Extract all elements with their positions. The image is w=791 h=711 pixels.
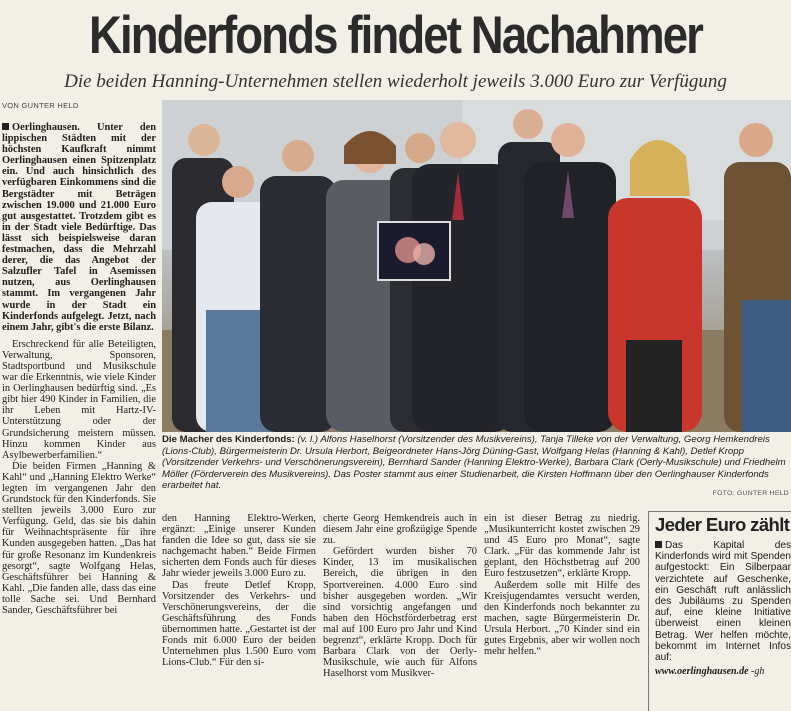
- caption-title: Die Macher des Kinderfonds:: [162, 434, 295, 445]
- article-column-2: [162, 513, 316, 711]
- poster: [378, 222, 450, 280]
- byline: VON GUNTER HELD: [2, 101, 79, 110]
- url-link[interactable]: www.oerlinghausen.de: [655, 666, 749, 678]
- info-box-url[interactable]: [655, 666, 791, 677]
- info-box-title: Jeder Euro zählt: [655, 514, 790, 535]
- url-suffix: -gh: [751, 666, 765, 678]
- person-figure: [260, 140, 336, 432]
- article-paragraph: Erschreckend für alle Beteiligten, Verwaltung, Sponsoren, Stadtsportbund und Musikschule war die Erkenntnis, wie viele Kinder in Oerlinghausen bedürftig sind. „Es gibt hier 490 Kinder in Familien, die ihr Leben mit Hartz-IV-Unterstützung oder der Grundsicherung meistern müssen. Hinzu kommen Kinder aus Asylbewerberfamilien.“: [2, 338, 156, 461]
- person-figure: [724, 123, 791, 432]
- article-lead: [2, 122, 156, 333]
- article-paragraph: Gefördert wurden bisher 70 Kinder, 13 im musikalischen Bereich, die übrigen in den Sportvereinen. 4.000 Euro sind bisher ausgegeben worden. „Wir sind vorsichtig angefangen und haben den Höchstförderbetrag erst mal auf 100 Euro pro Jahr und Kind begrenzt“, erklärte Kropp. Doch für Barbara Clark von der Oerly-Musikschule, wie auch für Alfons Haselhorst vom Musikver-: [323, 546, 477, 680]
- subheadline: Die beiden Hanning-Unternehmen stellen wiederholt jeweils 3.000 Euro zur Verfügung: [64, 71, 727, 92]
- article-column-1: [2, 122, 156, 711]
- lead-text: Oerlinghausen. Unter den lippischen Städten mit der höchsten Kaufkraft nimmt Oerlinghausen einen Spitzenplatz ein. Und auch hinsichtlich des verfügbaren Einkommens sind die Bergstädter mit Beträgen zwischen 19.000 und 21.000 Euro gut ausgestattet. Trotzdem gibt es in der Stadt viele Bedürftige. Das lässt sich beispielsweise daran festmachen, dass die Mehrzahl derer, die das Angebot der Salzufler Tafel in Asemissen nutzen, aus Oerlinghausen stammt. Im vergangenen Jahr wurde in der Stadt ein Kinderfonds aufgelegt. Jetzt, nach einem Jahr, gibt's die erste Bilanz.: [2, 122, 156, 333]
- article-paragraph: ein ist dieser Betrag zu niedrig. „Musikunterricht kostet zwischen 29 und 45 Euro pro Monat“, sagte Clark. „Für das kommende Jahr ist geplant, den Höchstbetrag auf 200 Euro festzusetzen“, erklärte Kropp.: [484, 513, 640, 580]
- caption-text: (v. l.) Alfons Haselhorst (Vorsitzender des Musikvereins), Tanja Tilleke von der Verwaltung, Georg Hemkendreis (Lions-Club), Bürgermeisterin Dr. Ursula Herbort, Beigeordneter Hans-Jörg Düning-Gast, Wolfgang Helas (Hanning & Kahl), Detlef Kropp (Vorsitzender Verkehrs- und Verschönerungsverein), Bernhard Sander (Hanning Elektro-Werke), Barbara Clark (Oerly-Musikschule) und Friedhelm Möller (Förderverein des Musikvereins). Das Poster stammt aus einer Studienarbeit, die Kirsten Hoffmann über den Oerlinghauser Kinderfonds erarbeitet hat.: [162, 434, 786, 492]
- info-box: [648, 511, 791, 711]
- photo-caption: [162, 434, 791, 492]
- article-paragraph: den Hanning Elektro-Werken, ergänzt: „Einige unserer Kunden fanden die Idee so gut, dass sie sie nachgemacht haben.“ Beide Firmen sicherten dem Fonds auch für dieses Jahr wieder jeweils 3.000 Euro zu.: [162, 513, 316, 580]
- headline: Kinderfonds findet Nachahmer: [88, 6, 703, 65]
- info-box-text: [655, 540, 791, 663]
- photo-illustration: [162, 100, 791, 432]
- bullet-square-icon: [655, 541, 662, 548]
- article-paragraph: Die beiden Firmen „Hanning & Kahl“ und „Hanning Elektro Werke“ legten im vergangenen Jahr den Grundstock für den Kinderfonds. Sie stellten jeweils 3.000 Euro zur Verfügung. Geld, das sie bis dahin für Weihnachtspräsente für ihre Kunden ausgegeben hatten. „Das hat für große Resonanz im Kundenkreis gesorgt“, sagte Wolfgang Helas, Geschäftsführer bei Hanning & Kahl. „Die fanden alle, dass das eine tolle Sache sei. Und Bernhard Sander, Geschäftsführer bei: [2, 460, 156, 617]
- group-photo: [162, 100, 791, 432]
- article-column-3: [323, 513, 477, 711]
- photo-credit: FOTO: GUNTER HELD: [712, 490, 789, 497]
- person-figure: [524, 123, 616, 432]
- info-box-body: Das Kapital des Kinderfonds wird mit Spenden aufgestockt: Ein Silberpaar verzichtete auf Geschenke, ein Geschäft ruft anlässlich des Jubiläums zu Spenden auf, eine kleine Initiative überweist einen kleinen Betrag. Wer helfen möchte, bekommt im Internet Infos auf:: [655, 540, 791, 664]
- article-paragraph: Außerdem solle mit Hilfe des Kreisjugendamtes versucht werden, den Kinderfonds noch bekannter zu machen, sagte Bürgermeisterin Dr. Ursula Herbort. „70 Kinder sind ein gutes Ergebnis, aber wir wollen noch mehr helfen.“: [484, 579, 640, 658]
- article-column-4: [484, 513, 640, 711]
- article-paragraph: cherte Georg Hemkendreis auch in diesem Jahr eine großzügige Spende zu.: [323, 513, 477, 547]
- bullet-square-icon: [2, 123, 9, 130]
- article-paragraph: Das freute Detlef Kropp, Vorsitzender des Verkehrs- und Verschönerungsvereins, der die Geschäftsführung des Fonds übernommen hatte. „Gestartet ist der Fonds mit 6.000 Euro der beiden Unternehmen plus 1.500 Euro vom Lions-Club.“ Für den si-: [162, 579, 316, 669]
